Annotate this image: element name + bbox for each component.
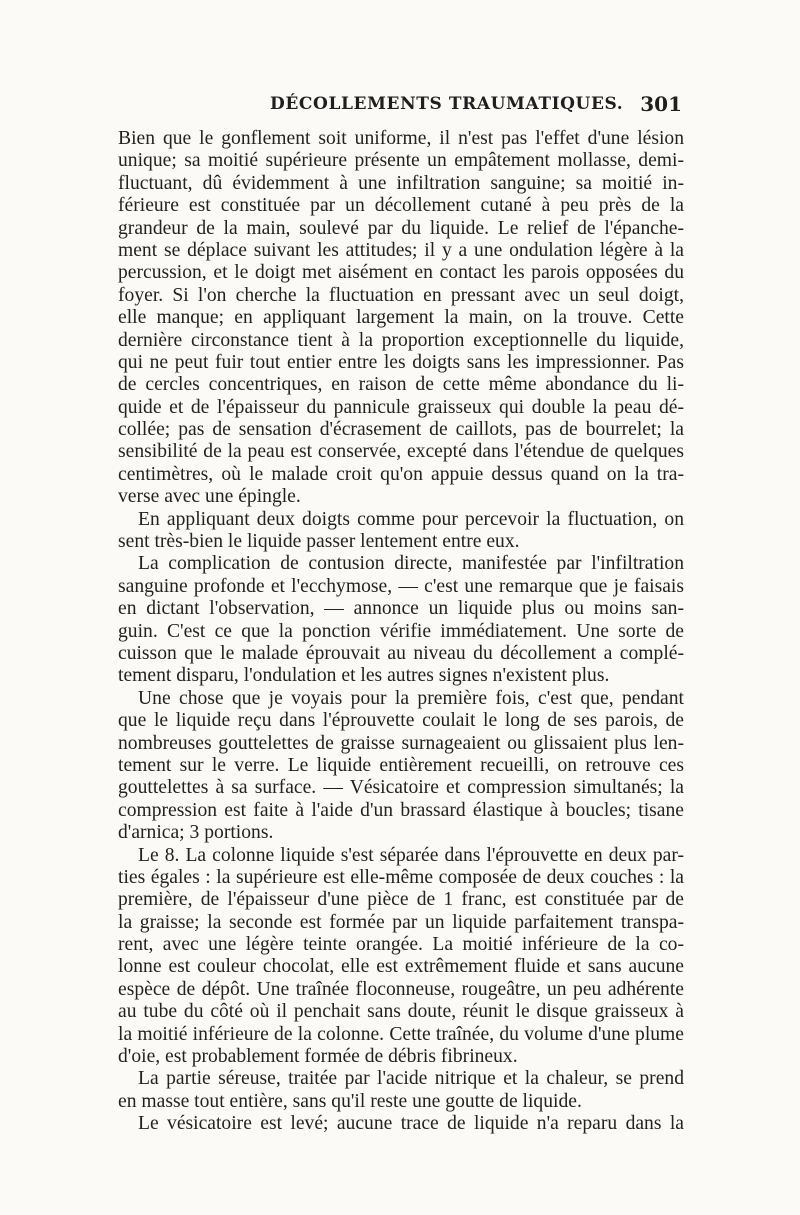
text-line: En appliquant deux doigts comme pour percevoir la fluctuation, on xyxy=(138,508,684,530)
text-line: dernière circonstance tient à la proportion exceptionnelle du liquide, xyxy=(118,329,684,351)
page-header xyxy=(118,92,684,120)
text-line: percussion, et le doigt met aisément en contact les parois opposées du xyxy=(118,262,684,284)
text-line: ment se déplace suivant les attitudes; il y a une ondulation légère à la xyxy=(118,239,684,261)
text-line: en masse tout entière, sans qu'il reste une goutte de liquide. xyxy=(118,1090,582,1112)
text-line: la moitié inférieure de la colonne. Cette traînée, du volume d'une plume xyxy=(118,1023,684,1045)
body-text xyxy=(118,128,684,1136)
text-line: collée; pas de sensation d'écrasement de caillots, pas de bourrelet; la xyxy=(118,419,684,441)
text-line: qui ne peut fuir tout entier entre les doigts sans les impressionner. Pas xyxy=(118,351,684,373)
text-line: guin. C'est ce que la ponction vérifie immédiatement. Une sorte de xyxy=(118,620,684,642)
text-line: grandeur de la main, soulevé par du liquide. Le relief de l'épanche- xyxy=(118,217,684,239)
text-line: centimètres, où le malade croit qu'on appuie dessus quand on la tra- xyxy=(118,463,684,485)
text-line: La complication de contusion directe, manifestée par l'infiltration xyxy=(138,553,684,575)
text-line: fluctuant, dû évidemment à une infiltration sanguine; sa moitié in- xyxy=(118,172,684,194)
text-line: quide et de l'épaisseur du pannicule graisseux qui double la peau dé- xyxy=(118,396,684,418)
text-line: Bien que le gonflement soit uniforme, il n'est pas l'effet d'une lésion xyxy=(118,128,684,149)
text-line: tement sur le verre. Le liquide entièrement recueilli, on retrouve ces xyxy=(118,754,684,776)
text-line: sanguine profonde et l'ecchymose, — c'est une remarque que je faisais xyxy=(118,575,684,597)
text-line: sensibilité de la peau est conservée, excepté dans l'étendue de quelques xyxy=(118,441,684,463)
text-line: férieure est constituée par un décollement cutané à peu près de la xyxy=(118,195,684,217)
text-line: foyer. Si l'on cherche la fluctuation en pressant avec un seul doigt, xyxy=(118,284,684,306)
text-line: d'oie, est probablement formée de débris fibrineux. xyxy=(118,1046,518,1068)
text-line: en dictant l'observation, — annonce un liquide plus ou moins san- xyxy=(118,598,684,620)
text-line: ties égales : la supérieure est elle-même composée de deux couches : la xyxy=(118,866,684,888)
text-line: Une chose que je voyais pour la première fois, c'est que, pendant xyxy=(138,687,684,709)
text-line: unique; sa moitié supérieure présente un empâtement mollasse, demi- xyxy=(118,150,684,172)
text-line: elle manque; en appliquant largement la main, on la trouve. Cette xyxy=(118,307,684,329)
text-line: sent très-bien le liquide passer lentement entre eux. xyxy=(118,531,520,553)
text-line: Le vésicatoire est levé; aucune trace de liquide n'a reparu dans la xyxy=(138,1113,684,1135)
running-title: DÉCOLLEMENTS TRAUMATIQUES. xyxy=(270,94,624,114)
text-line: Le 8. La colonne liquide s'est séparée dans l'éprouvette en deux par- xyxy=(138,844,684,866)
text-line: que le liquide reçu dans l'éprouvette coulait le long de ses parois, de xyxy=(118,710,684,732)
text-line: cuisson que le malade éprouvait au niveau du décollement a complé- xyxy=(118,642,684,664)
text-line: tement disparu, l'ondulation et les autres signes n'existent plus. xyxy=(118,665,610,687)
text-line: d'arnica; 3 portions. xyxy=(118,822,274,844)
text-line: lonne est couleur chocolat, elle est extrêmement fluide et sans aucune xyxy=(118,956,684,978)
text-line: gouttelettes à sa surface. — Vésicatoire et compression simultanés; la xyxy=(118,777,684,799)
text-line: au tube du côté où il penchait sans doute, réunit le disque graisseux à xyxy=(118,1001,684,1023)
text-line: espèce de dépôt. Une traînée floconneuse, rougeâtre, un peu adhérente xyxy=(118,978,684,1000)
text-line: compression est faite à l'aide d'un brassard élastique à boucles; tisane xyxy=(118,799,684,821)
text-line: la graisse; la seconde est formée par un liquide parfaitement transpa- xyxy=(118,911,684,933)
text-line: rent, avec une légère teinte orangée. La moitié inférieure de la co- xyxy=(118,934,684,956)
text-line: de cercles concentriques, en raison de cette même abondance du li- xyxy=(118,374,684,396)
text-line: La partie séreuse, traitée par l'acide nitrique et la chaleur, se prend xyxy=(138,1068,684,1090)
page-number: 301 xyxy=(640,92,682,116)
text-line: première, de l'épaisseur d'une pièce de 1 franc, est constituée par de xyxy=(118,889,684,911)
text-line: nombreuses gouttelettes de graisse surnageaient ou glissaient plus len- xyxy=(118,732,684,754)
text-line: verse avec une épingle. xyxy=(118,486,301,508)
